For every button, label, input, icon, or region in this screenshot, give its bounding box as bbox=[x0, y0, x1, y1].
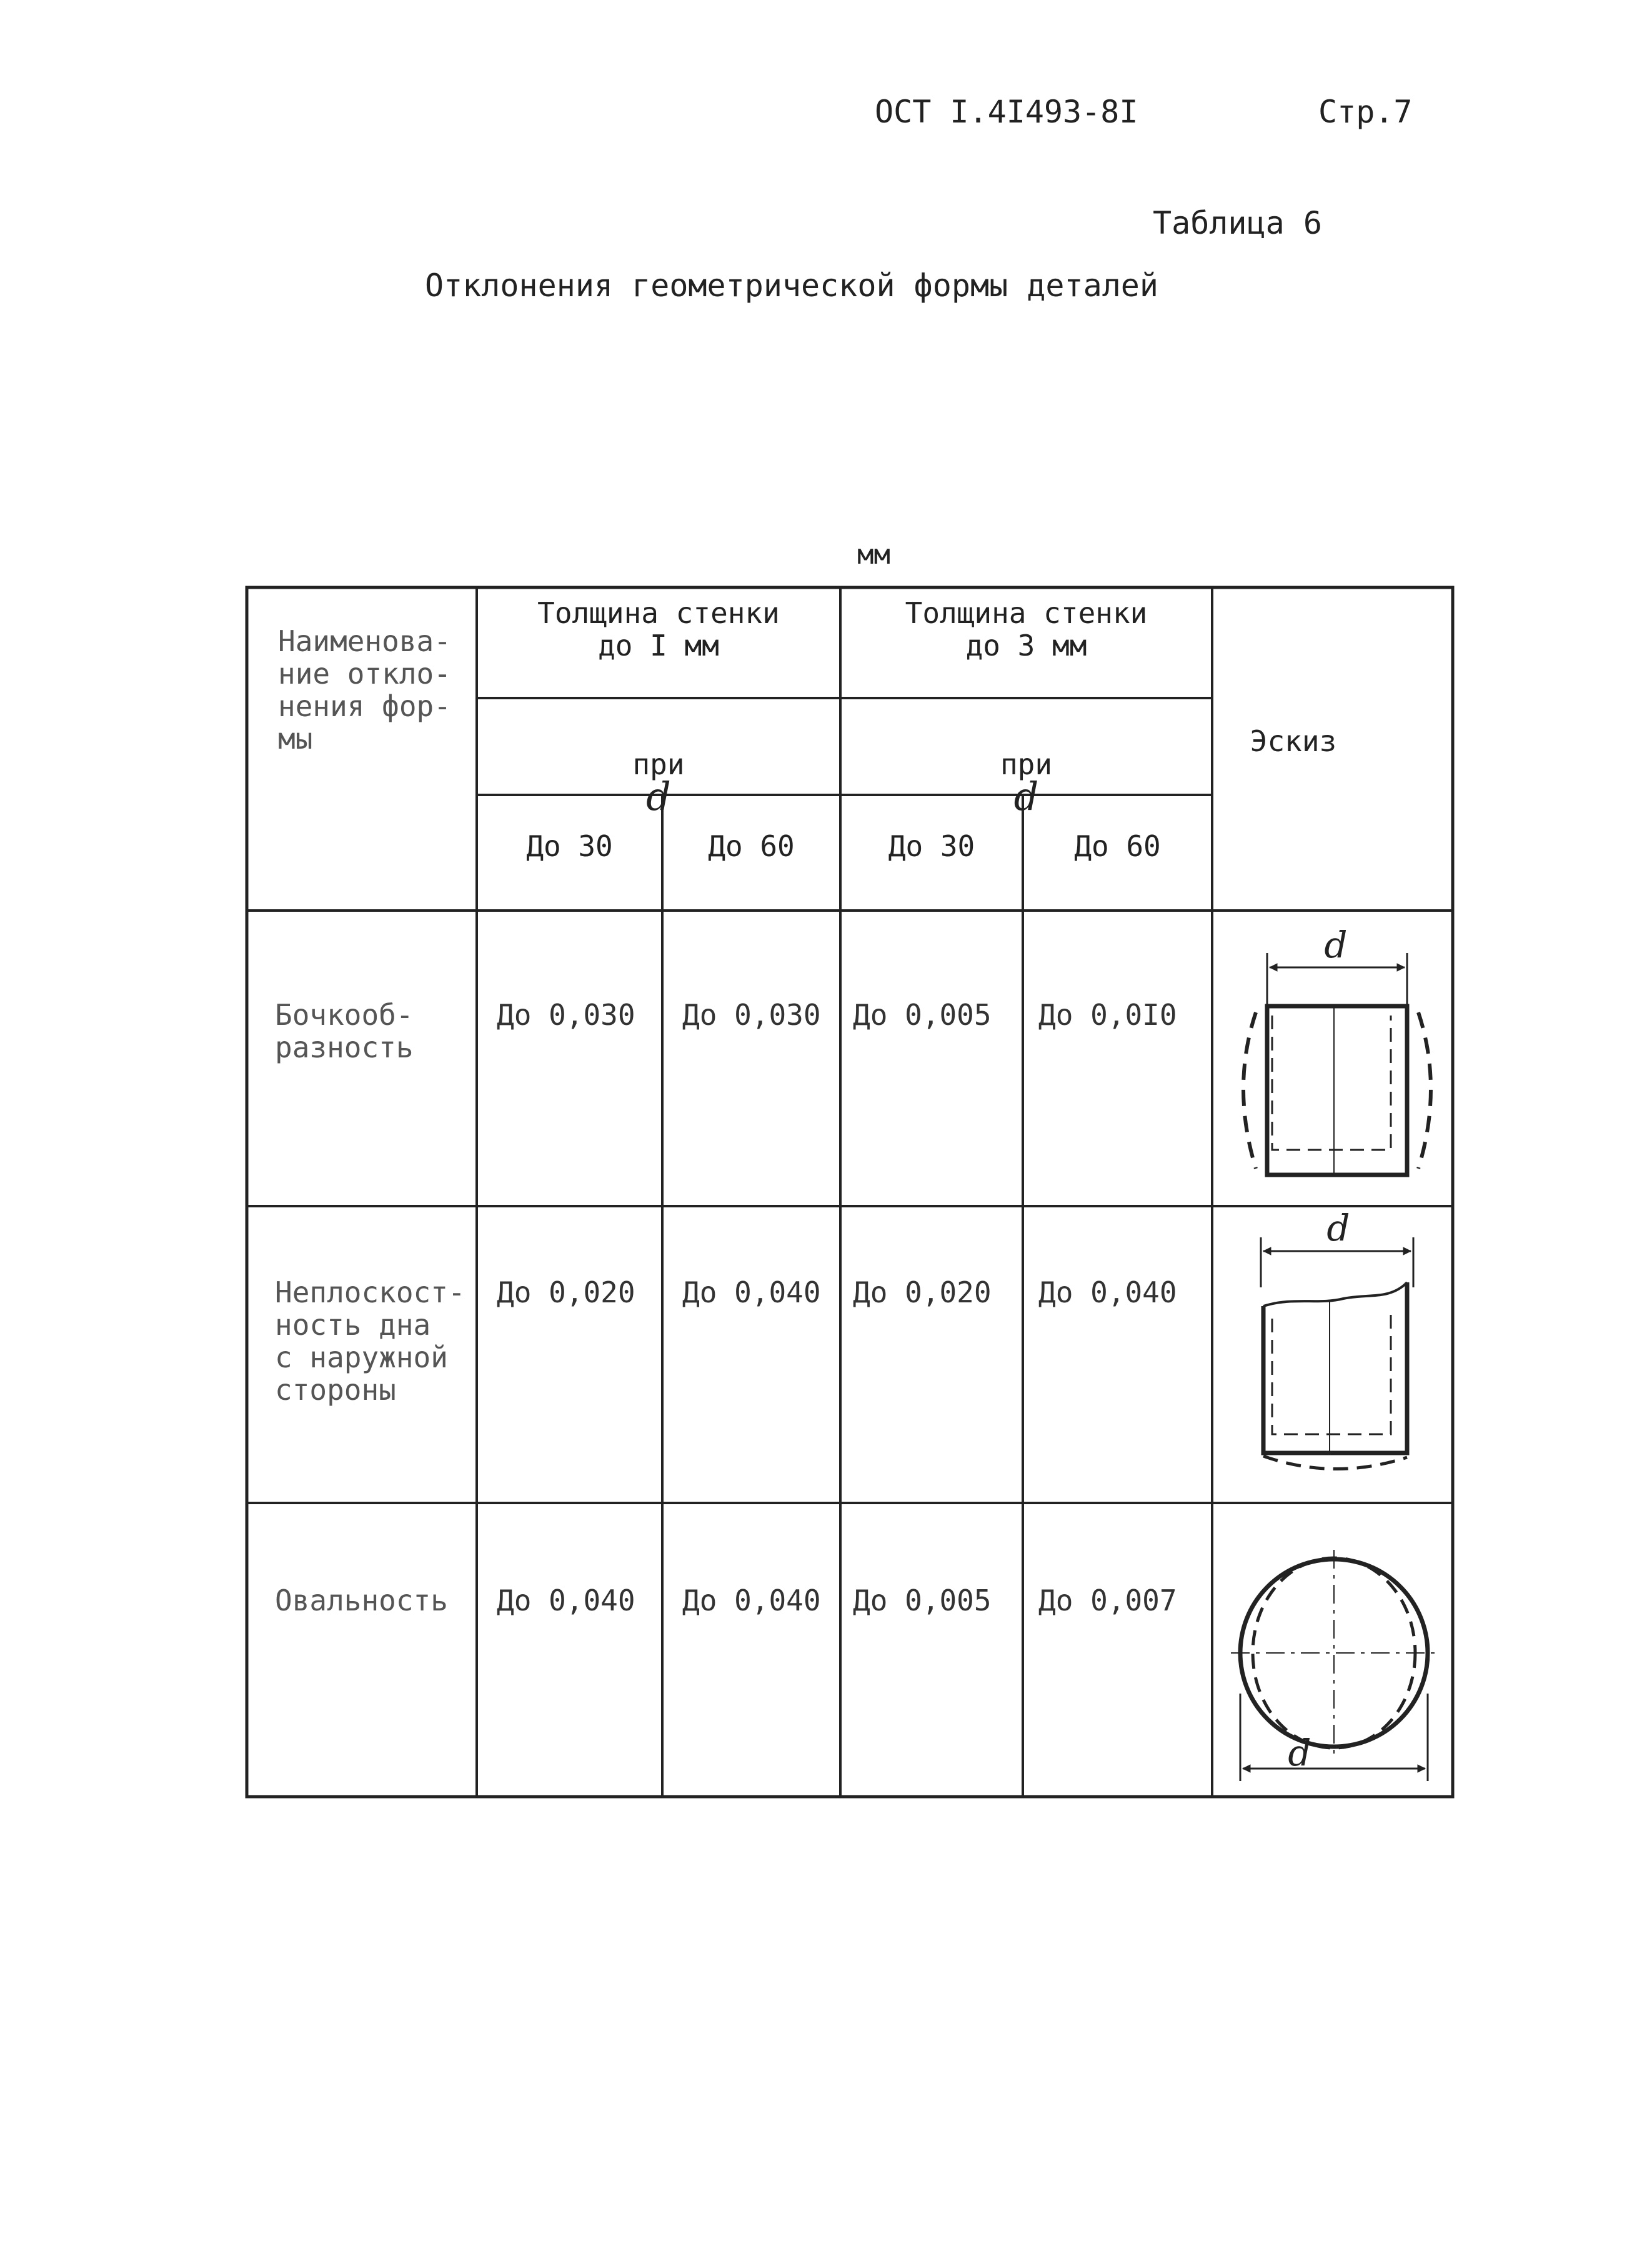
row-name: Неплоскост- ность дна с наружной стороны bbox=[275, 1275, 465, 1407]
subheader-cell: До 30 bbox=[526, 829, 613, 863]
table-cell: До 0,007 bbox=[1038, 1584, 1177, 1617]
barrel-sketch-icon bbox=[1231, 925, 1437, 1187]
svg-text:d: d bbox=[1326, 1212, 1350, 1249]
ovality-sketch-icon bbox=[1225, 1544, 1443, 1790]
param-header-group1 bbox=[477, 716, 840, 819]
table-number: Таблица 6 bbox=[1153, 205, 1322, 241]
table-cell: До 0,030 bbox=[682, 998, 821, 1032]
column-header-deviation-name: Наименова- ние откло- нения фор- мы bbox=[278, 624, 451, 756]
units-label: мм bbox=[857, 539, 890, 571]
param-symbol: d bbox=[646, 774, 671, 819]
table-cell: До 0,020 bbox=[497, 1275, 635, 1309]
table-cell: До 0,030 bbox=[497, 998, 635, 1032]
table-cell: До 0,020 bbox=[853, 1275, 992, 1309]
flatness-sketch-icon bbox=[1231, 1212, 1437, 1481]
svg-text:d: d bbox=[1324, 925, 1348, 966]
table-cell: До 0,040 bbox=[497, 1584, 635, 1617]
svg-text:d: d bbox=[1288, 1732, 1311, 1774]
subheader-cell: До 60 bbox=[1074, 829, 1161, 863]
table-cell: До 0,0I0 bbox=[1038, 998, 1177, 1032]
column-group-header-1mm: Толщина стенки до I мм bbox=[537, 596, 780, 662]
subheader-cell: До 60 bbox=[708, 829, 795, 863]
document-code: ОСТ I.4I493-8I bbox=[875, 94, 1138, 130]
row-name: Бочкооб- разность bbox=[275, 998, 414, 1064]
table-title: Отклонения геометрической формы деталей bbox=[425, 267, 1158, 304]
subheader-cell: До 30 bbox=[888, 829, 975, 863]
table-cell: До 0,005 bbox=[853, 1584, 992, 1617]
table-cell: До 0,040 bbox=[682, 1584, 821, 1617]
column-header-sketch: Эскиз bbox=[1250, 724, 1337, 758]
table-cell: До 0,005 bbox=[853, 998, 992, 1032]
table-cell: До 0,040 bbox=[1038, 1275, 1177, 1309]
param-prefix: при bbox=[632, 747, 685, 781]
page-number: Стр.7 bbox=[1318, 94, 1413, 130]
table-cell: До 0,040 bbox=[682, 1275, 821, 1309]
param-symbol: d bbox=[1013, 774, 1039, 819]
param-header-group2 bbox=[840, 716, 1212, 819]
column-group-header-3mm: Толщина стенки до 3 мм bbox=[905, 596, 1148, 662]
row-name: Овальность bbox=[275, 1584, 448, 1617]
param-prefix: при bbox=[1000, 747, 1053, 781]
